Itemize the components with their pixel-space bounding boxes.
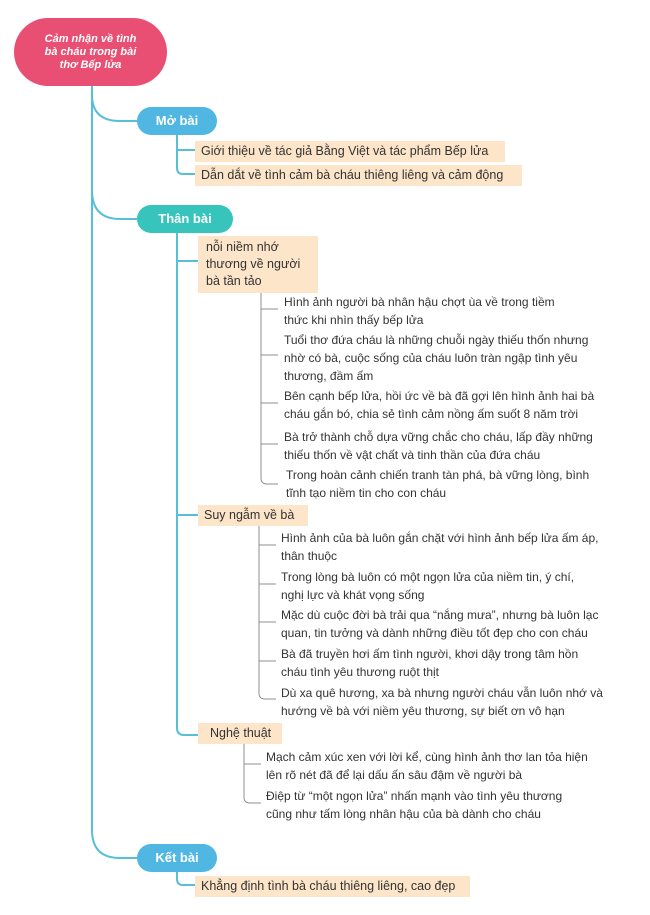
- list-item[interactable]: [281, 529, 598, 565]
- list-item[interactable]: [281, 645, 578, 681]
- root-line: bà cháu trong bài: [44, 45, 137, 58]
- item-line: Điệp từ “một ngọn lửa” nhấn mạnh vào tình yêu thương: [266, 789, 563, 803]
- item-line: lên rõ nét đã để lại dấu ấn sâu đậm về người bà: [266, 768, 523, 782]
- item-line: cháu tình yêu thương ruột thịt: [281, 665, 439, 679]
- branch-group1-items: [261, 288, 278, 484]
- item-line: cũng như tấm lòng nhân hậu của bà dành cho cháu: [266, 807, 541, 821]
- item-line: thiếu thốn về vật chất và tinh thần của đứa cháu: [284, 448, 541, 462]
- branch-ket-bai-items: [177, 872, 195, 885]
- item-line: Bên cạnh bếp lửa, hồi ức về bà đã gợi lên hình ảnh hai bà: [284, 389, 595, 403]
- group-line: thương về người: [206, 257, 301, 271]
- item-line: tĩnh tạo niềm tin cho con cháu: [286, 486, 447, 500]
- item-line: Hình ảnh người bà nhân hậu chợt ùa về trong tiềm: [284, 295, 555, 309]
- item-line: thức khi nhìn thấy bếp lửa: [284, 313, 424, 327]
- branch-than-bai-groups: [177, 233, 198, 735]
- item-line: nghị lực và khát vọng sống: [281, 588, 425, 602]
- list-item[interactable]: [284, 387, 594, 423]
- root-line: thơ Bếp lửa: [59, 58, 122, 71]
- item-line: Hình ảnh của bà luôn gắn chặt với hình ảnh bếp lửa ấm áp,: [281, 531, 599, 545]
- root-line: Cảm nhận về tình: [44, 32, 137, 45]
- ket-bai-item[interactable]: Khẳng định tình bà cháu thiêng liêng, cao đẹp: [195, 876, 470, 897]
- section-ket-bai[interactable]: Kết bài: [137, 844, 217, 872]
- item-line: hướng về bà với niềm yêu thương, sự biết ơn vô hạn: [281, 704, 565, 718]
- section-mo-bai[interactable]: Mở bài: [137, 107, 217, 135]
- branch-group2-items: [259, 523, 276, 699]
- group-suy-ngam-ve-ba[interactable]: [198, 505, 308, 526]
- list-item[interactable]: [281, 606, 598, 642]
- item-line: cháu gắn bó, chia sẻ tình cảm nồng ấm suốt 8 năm trời: [284, 407, 579, 421]
- item-line: Tuổi thơ đứa cháu là những chuỗi ngày thiếu thốn nhưng: [284, 333, 589, 347]
- item-line: Trong hoàn cảnh chiến tranh tàn phá, bà vững lòng, bình: [286, 468, 590, 482]
- item-line: Mạch cảm xúc xen với lời kể, cùng hình ảnh thơ lan tỏa hiện: [266, 750, 588, 764]
- root-topic-node[interactable]: [14, 18, 167, 86]
- list-item[interactable]: [266, 748, 588, 784]
- list-item[interactable]: [281, 568, 574, 604]
- item-line: Bà đã truyền hơi ấm tình người, khơi dậy trong tâm hồn: [281, 647, 579, 661]
- item-line: thương, đầm ấm: [284, 369, 374, 383]
- group-nghe-thuat[interactable]: [198, 723, 282, 744]
- group-line: nỗi niềm nhớ: [206, 240, 279, 254]
- list-item[interactable]: [286, 466, 589, 502]
- branch-root-mo-bai: [92, 86, 137, 121]
- list-item[interactable]: [284, 428, 593, 464]
- group-line: Suy ngẫm về bà: [204, 508, 295, 522]
- branch-root-ket-bai: [92, 190, 137, 858]
- item-line: thân thuộc: [281, 549, 338, 563]
- group-noi-niem-nho-thuong[interactable]: [198, 236, 318, 293]
- mo-bai-item[interactable]: Giới thiệu về tác giả Bằng Việt và tác phẩm Bếp lửa: [195, 141, 505, 162]
- item-line: nhờ có bà, cuộc sống của cháu luôn tràn ngập tình yêu: [284, 351, 578, 365]
- item-line: Dù xa quê hương, xa bà nhưng người cháu vẫn luôn nhớ và: [281, 686, 603, 700]
- list-item[interactable]: [284, 331, 588, 385]
- section-than-bai[interactable]: Thân bài: [137, 205, 233, 233]
- list-item[interactable]: [281, 684, 603, 720]
- group-line: Nghệ thuật: [210, 726, 272, 740]
- list-item[interactable]: [266, 787, 562, 823]
- list-item[interactable]: [284, 293, 555, 329]
- group-line: bà tần tảo: [206, 274, 262, 288]
- branch-mo-bai-items: [177, 135, 195, 174]
- mo-bai-item[interactable]: Dẫn dắt về tình cảm bà cháu thiêng liêng và cảm động: [195, 165, 522, 186]
- item-line: Bà trở thành chỗ dựa vững chắc cho cháu, lấp đầy những: [284, 430, 593, 444]
- item-line: quan, tin tưởng và dành những điều tốt đẹp cho con cháu: [281, 626, 588, 640]
- item-line: Mặc dù cuộc đời bà trải qua “nắng mưa”, nhưng bà luôn lạc: [281, 608, 599, 622]
- item-line: Trong lòng bà luôn có một ngọn lửa của niềm tin, ý chí,: [281, 570, 575, 584]
- branch-group3-items: [244, 743, 261, 803]
